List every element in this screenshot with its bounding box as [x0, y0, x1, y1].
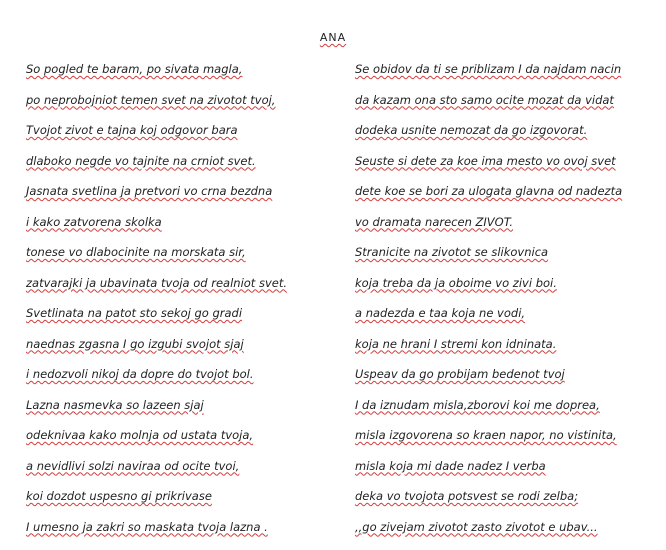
verse-line: vo dramata narecen ZIVOT. — [355, 215, 663, 246]
verse-line: tonese vo dlabocinite na morskata sir, — [26, 245, 346, 276]
verse-line: a nevidlivi solzi naviraa od ocite tvoi, — [26, 459, 346, 490]
poem-title-text: ANA — [320, 31, 346, 44]
verse-line: Lazna nasmevka so lazeen sjaj — [26, 398, 346, 429]
verse-line: I da iznudam misla,zborovi koi me doprea, — [355, 398, 663, 429]
verse-line: a nadezda e taa koja ne vodi, — [355, 306, 663, 337]
verse-line: I umesno ja zakri so maskata tvoja lazna . — [26, 520, 346, 550]
verse-line: koja ne hrani I stremi kon idninata. — [355, 337, 663, 368]
verse-line: koja treba da ja oboime vo zivi boi. — [355, 276, 663, 307]
verse-line: Jasnata svetlina ja pretvori vo crna bezdna — [26, 184, 346, 215]
verse-line: odeknivaa kako molnja od ustata tvoja, — [26, 428, 346, 459]
verse-line: i nedozvoli nikoj da dopre do tvojot bol. — [26, 367, 346, 398]
verse-line: koi dozdot uspesno gi prikrivase — [26, 489, 346, 520]
verse-line: Tvojot zivot e tajna koj odgovor bara — [26, 123, 346, 154]
verse-line: ,,go zivejam zivotot zasto zivotot e ubav... — [355, 520, 663, 550]
verse-line: Seuste si dete za koe ima mesto vo ovoj svet — [355, 154, 663, 185]
poem-title — [0, 31, 666, 44]
verse-line: Svetlinata na patot sto sekoj go gradi — [26, 306, 346, 337]
verse-line: dete koe se bori za ulogata glavna od nadezta — [355, 184, 663, 215]
verse-line: po neprobojniot temen svet na zivotot tvoj, — [26, 93, 346, 124]
verse-line: Uspeav da go probijam bedenot tvoj — [355, 367, 663, 398]
verse-line: misla izgovorena so kraen napor, no vistinita, — [355, 428, 663, 459]
verse-line: naednas zgasna I go izgubi svojot sjaj — [26, 337, 346, 368]
verse-line: Stranicite na zivotot se slikovnica — [355, 245, 663, 276]
left-column-verses — [26, 62, 346, 550]
verse-line: i kako zatvorena skolka — [26, 215, 346, 246]
right-column-verses — [355, 62, 663, 550]
verse-line: So pogled te baram, po sivata magla, — [26, 62, 346, 93]
verse-line: misla koja mi dade nadez I verba — [355, 459, 663, 490]
verse-line: da kazam ona sto samo ocite mozat da vidat — [355, 93, 663, 124]
verse-line: Se obidov da ti se priblizam I da najdam nacin — [355, 62, 663, 93]
verse-line: deka vo tvojota potsvest se rodi zelba; — [355, 489, 663, 520]
verse-line: zatvarajki ja ubavinata tvoja od realniot svet. — [26, 276, 346, 307]
verse-line: dlaboko negde vo tajnite na crniot svet. — [26, 154, 346, 185]
verse-line: dodeka usnite nemozat da go izgovorat. — [355, 123, 663, 154]
